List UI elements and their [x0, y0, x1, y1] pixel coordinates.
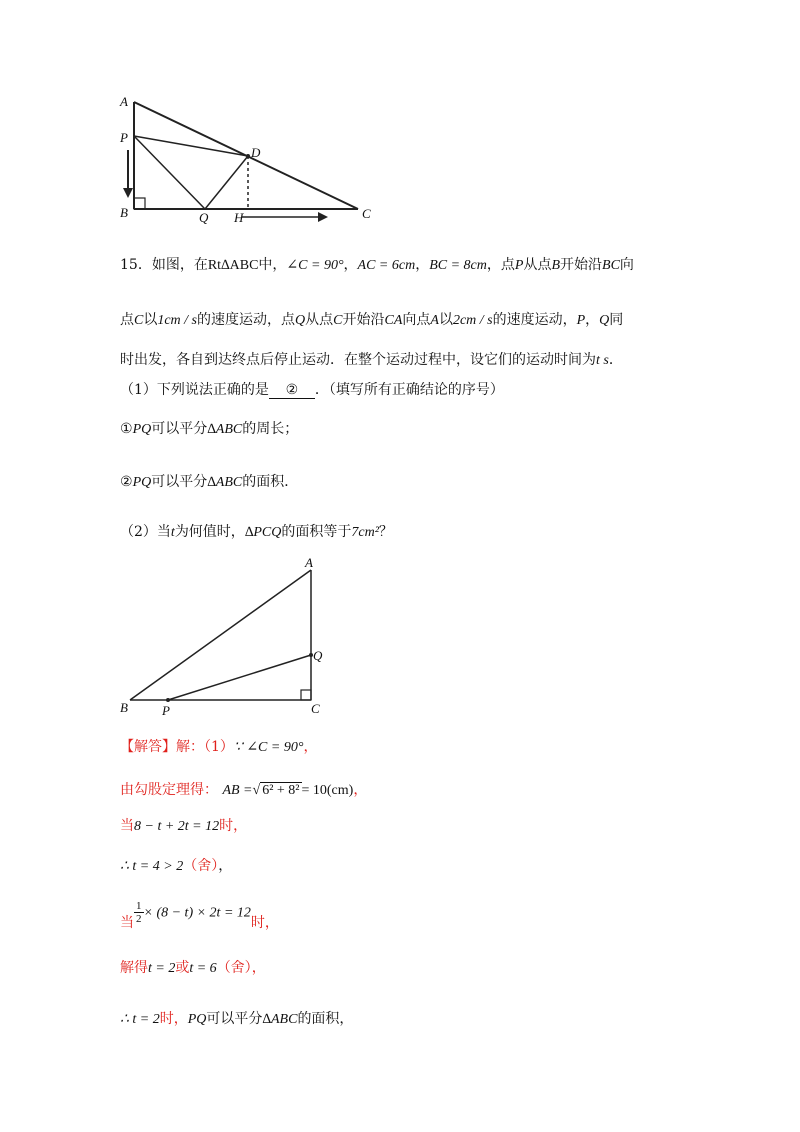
label-b: B	[120, 205, 128, 220]
option-2: ②PQ可以平分∆ABC的面积．	[120, 474, 299, 490]
solution-line-4: ∴ t = 4 > 2（舍），	[120, 858, 233, 874]
label-q: Q	[199, 210, 209, 225]
problem-line-2: 点C以1cm / s的速度运动，点Q从点C开始沿CA向点A以2cm / s的速度运动，P，Q同	[120, 312, 624, 328]
label-p: P	[162, 703, 170, 718]
label-a: A	[305, 555, 313, 570]
label-b: B	[120, 700, 128, 715]
solution-line-1: 【解答】解：（1）∵ ∠C = 90°，	[120, 739, 318, 755]
answer-tag: 【解答】	[120, 739, 176, 755]
label-p: P	[120, 130, 128, 145]
problem-line-3: 时出发，各自到达终点后停止运动．在整个运动过程中，设它们的运动时间为t s．	[120, 352, 623, 368]
question-2: （2）当t为何值时，∆PCQ的面积等于7cm²？	[120, 524, 393, 540]
figure-1	[110, 90, 380, 225]
answer-blank: ②	[269, 382, 315, 399]
label-a: A	[120, 94, 128, 109]
label-h: H	[234, 210, 244, 225]
label-c: C	[311, 701, 320, 716]
solution-line-5: 当 $\frac{1}{2}$ × (8 − t) × 2t = 12时，	[120, 900, 279, 931]
label-d: D	[251, 145, 261, 160]
label-c: C	[362, 206, 371, 221]
problem-line-1: 15．如图，在Rt∆ABC中，∠C = 90°，AC = 6cm，BC = 8cm，点P从点B开始沿BC向	[120, 257, 634, 273]
solution-line-3: 当8 − t + 2t = 12时，	[120, 818, 248, 834]
solution-line-7: ∴ t = 2时，PQ可以平分∆ABC的面积，	[120, 1011, 354, 1027]
option-1: ①PQ可以平分∆ABC的周长；	[120, 421, 299, 437]
solution-line-6: 解得t = 2或t = 6（舍），	[120, 960, 266, 976]
label-q: Q	[313, 648, 323, 663]
question-1: （1）下列说法正确的是 ② ．（填写所有正确结论的序号）	[120, 382, 504, 398]
solution-line-2: 由勾股定理得： AB =√ 6² + 8² = 10(cm)，	[120, 782, 368, 798]
figure-2	[110, 550, 340, 720]
fraction-half: $\frac{1}{2}$	[136, 900, 142, 925]
